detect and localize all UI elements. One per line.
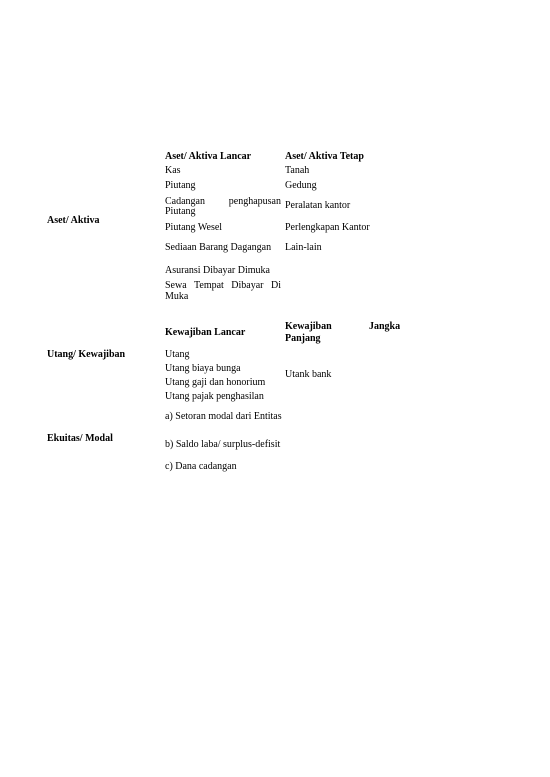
- kewajiban-panjang-header-word3: Panjang: [285, 333, 321, 344]
- aset-lancar-header: Aset/ Aktiva Lancar: [165, 151, 252, 162]
- aset-lancar-item: Sediaan Barang Dagangan: [165, 242, 272, 253]
- kewajiban-panjang-header-word2: Jangka: [369, 321, 401, 332]
- aset-lancar-item: Piutang: [165, 206, 196, 217]
- aset-tetap-header: Aset/ Aktiva Tetap: [285, 151, 364, 162]
- aset-lancar-item: Piutang Wesel: [165, 222, 223, 233]
- aset-tetap-item: Perlengkapan Kantor: [285, 222, 370, 233]
- aset-lancar-item: Cadangan penghapusan: [165, 196, 281, 207]
- kewajiban-label: Utang/ Kewajiban: [47, 349, 126, 360]
- kewajiban-lancar-item: Utang biaya bunga: [165, 363, 241, 374]
- aset-lancar-item: Muka: [165, 291, 189, 302]
- kewajiban-lancar-item: Utang gaji dan honorium: [165, 377, 266, 388]
- aset-tetap-item: Peralatan kantor: [285, 200, 351, 211]
- aset-lancar-item: Piutang: [165, 180, 196, 191]
- aset-lancar-item: Sewa Tempat Dibayar Di: [165, 280, 281, 291]
- ekuitas-label: Ekuitas/ Modal: [47, 433, 113, 444]
- kewajiban-panjang-item: Utank bank: [285, 369, 332, 380]
- aset-tetap-item: Gedung: [285, 180, 317, 191]
- kewajiban-lancar-item: Utang: [165, 349, 190, 360]
- kewajiban-panjang-header-word1: Kewajiban: [285, 321, 332, 332]
- aset-tetap-item: Tanah: [285, 165, 310, 176]
- aset-lancar-item: Kas: [165, 165, 181, 176]
- aset-tetap-item: Lain-lain: [285, 242, 322, 253]
- ekuitas-item: b) Saldo laba/ surplus-defisit: [165, 439, 281, 450]
- aset-label: Aset/ Aktiva: [47, 215, 100, 226]
- aset-lancar-item: Asuransi Dibayar Dimuka: [165, 265, 270, 276]
- ekuitas-item: c) Dana cadangan: [165, 461, 237, 472]
- ekuitas-item: a) Setoran modal dari Entitas: [165, 411, 282, 422]
- kewajiban-lancar-header: Kewajiban Lancar: [165, 327, 246, 338]
- kewajiban-lancar-item: Utang pajak penghasilan: [165, 391, 264, 402]
